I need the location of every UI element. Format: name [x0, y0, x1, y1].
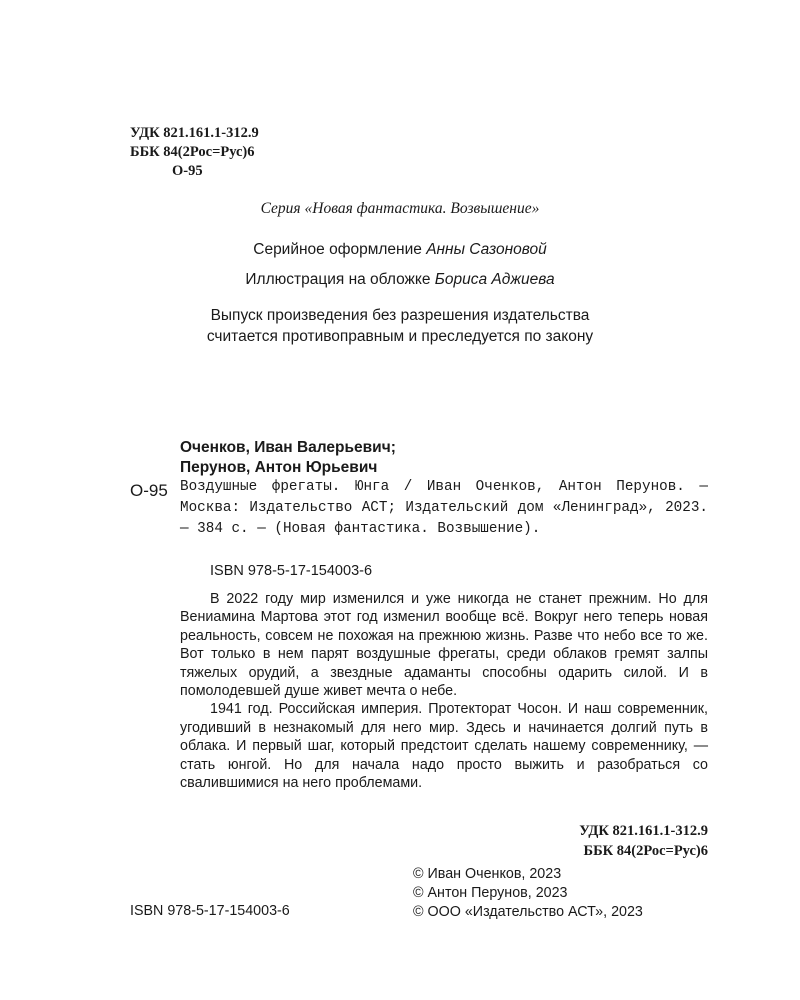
authors-heading: [180, 438, 396, 478]
copyright-line-2: © Антон Перунов, 2023: [413, 885, 568, 901]
illustration-name: Бориса Аджиева: [434, 271, 555, 288]
udk-code-bottom: УДК 821.161.1-312.9: [579, 823, 708, 839]
udk-code: УДК 821.161.1-312.9: [130, 125, 259, 141]
illustration-credit: [0, 271, 800, 289]
illustration-label: Иллюстрация на обложке: [245, 271, 435, 288]
series-design-credit: [0, 241, 800, 259]
copyright-notices: [413, 865, 643, 922]
author-2: Перунов, Антон Юрьевич: [180, 459, 378, 476]
copyright-line-1: © Иван Оченков, 2023: [413, 866, 562, 882]
catalog-index: О-95: [130, 481, 168, 500]
isbn-footer: ISBN 978-5-17-154003-6: [130, 903, 290, 919]
bbk-code: ББК 84(2Рос=Рус)6: [130, 144, 255, 160]
warning-line-2: считается противоправным и преследуется по закону: [206, 328, 594, 345]
author-mark: О-95: [172, 163, 203, 179]
warning-line-1: Выпуск произведения без разрешения издательства: [210, 307, 590, 324]
bbk-code-bottom: ББК 84(2Рос=Рус)6: [583, 842, 708, 859]
annotation: [180, 590, 708, 792]
bibliographic-description: Воздушные фрегаты. Юнга / Иван Оченков, Антон Перунов. — Москва: Издательство АСТ; Издательский дом «Ленинград», 2023. — 384 с. — (Новая фантастика. Возвышение).: [180, 479, 708, 537]
copyright-warning: [0, 305, 800, 347]
design-label: Серийное оформление: [253, 241, 427, 258]
isbn-catalog: ISBN 978-5-17-154003-6: [210, 563, 373, 579]
copyright-line-3: © ООО «Издательство АСТ», 2023: [413, 904, 643, 920]
annotation-paragraph-2: 1941 год. Российская империя. Протекторат Чосон. И наш современник, угодивший в незнакомый для него мир. Здесь и начинается долгий путь в облака. И первый шаг, который предстоит сделать нашему современнику, — стать юнгой. Но для начала надо просто выжить и разобраться со свалившимися на него проблемами.: [180, 701, 708, 792]
annotation-paragraph-1: В 2022 году мир изменился и уже никогда не станет прежним. Но для Вениамина Мартова этот год изменил вообще всё. Вокруг него теперь новая реальность, совсем не похожая на прежнюю жизнь. Разве что небо все то же. Вот только в нем парят воздушные фрегаты, среди облаков гремят залпы тяжелых орудий, а звездные адаманты способны одарить силой. И в помолодевшей душе живет мечта о небе.: [180, 591, 708, 700]
author-1: Оченков, Иван Валерьевич;: [180, 439, 396, 456]
design-name: Анны Сазоновой: [426, 241, 547, 258]
udk-footer-block: [579, 822, 708, 861]
udk-header-block: [130, 124, 259, 181]
series-title: Серия «Новая фантастика. Возвышение»: [260, 200, 540, 217]
